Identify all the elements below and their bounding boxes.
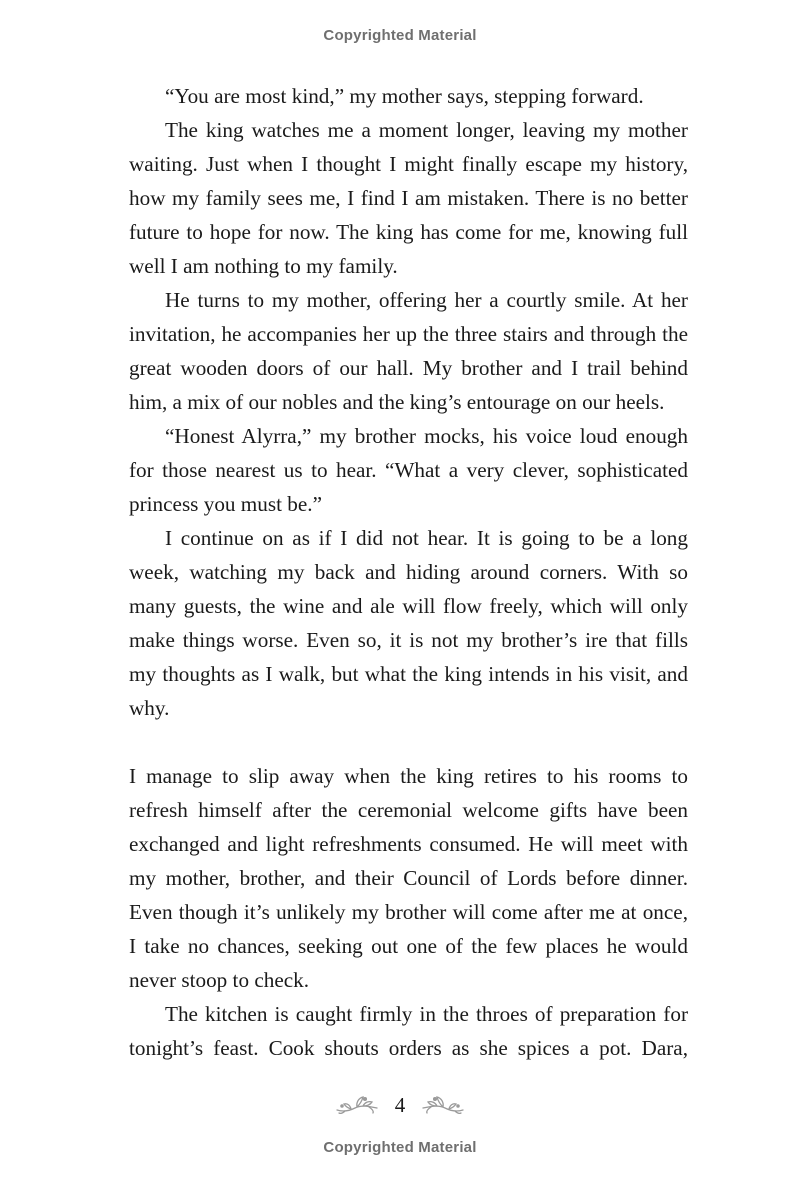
paragraph: I manage to slip away when the king retires to his rooms to refresh himself after the ceremonial welcome gifts have been exchanged and light refreshments consumed. He will meet with my mother, brother, and their Council of Lords before dinner. Even though it’s unlikely my brother will come after me at once, I take no chances, seeking out one of the few places he would never stoop to check. — [129, 764, 688, 992]
paragraph: He turns to my mother, offering her a courtly smile. At her invitation, he accompanies her up the three stairs and through the great wooden doors of our hall. My brother and I trail behind him, a mix of our nobles and the king’s entourage on our heels. — [129, 288, 688, 414]
page-number: 4 — [394, 1093, 406, 1117]
floral-ornament-right-icon — [421, 1094, 465, 1116]
paragraph: “Honest Alyrra,” my brother mocks, his voice loud enough for those nearest us to hear. “What a very clever, sophisticated princess you must be.” — [129, 424, 688, 516]
body-text-section-2 — [129, 759, 688, 1065]
paragraph: The kitchen is caught firmly in the throes of preparation for tonight’s feast. Cook shouts orders as she spices a pot. Dara, — [129, 1002, 688, 1060]
copyright-header: Copyrighted Material — [323, 27, 477, 44]
copyright-footer: Copyrighted Material — [323, 1139, 477, 1156]
paragraph: “You are most kind,” my mother says, stepping forward. — [165, 84, 644, 108]
paragraph: The king watches me a moment longer, leaving my mother waiting. Just when I thought I might finally escape my history, how my family sees me, I find I am mistaken. There is no better future to hope for now. The king has come for me, knowing full well I am nothing to my family. — [129, 118, 688, 278]
paragraph: I continue on as if I did not hear. It is going to be a long week, watching my back and hiding around corners. With so many guests, the wine and ale will flow freely, which will only make things worse. Even so, it is not my brother’s ire that fills my thoughts as I walk, but what the king intends in his visit, and why. — [129, 526, 688, 720]
floral-ornament-left-icon — [335, 1094, 379, 1116]
body-text-section-1 — [129, 79, 688, 725]
page-footer-folio — [0, 1090, 800, 1120]
